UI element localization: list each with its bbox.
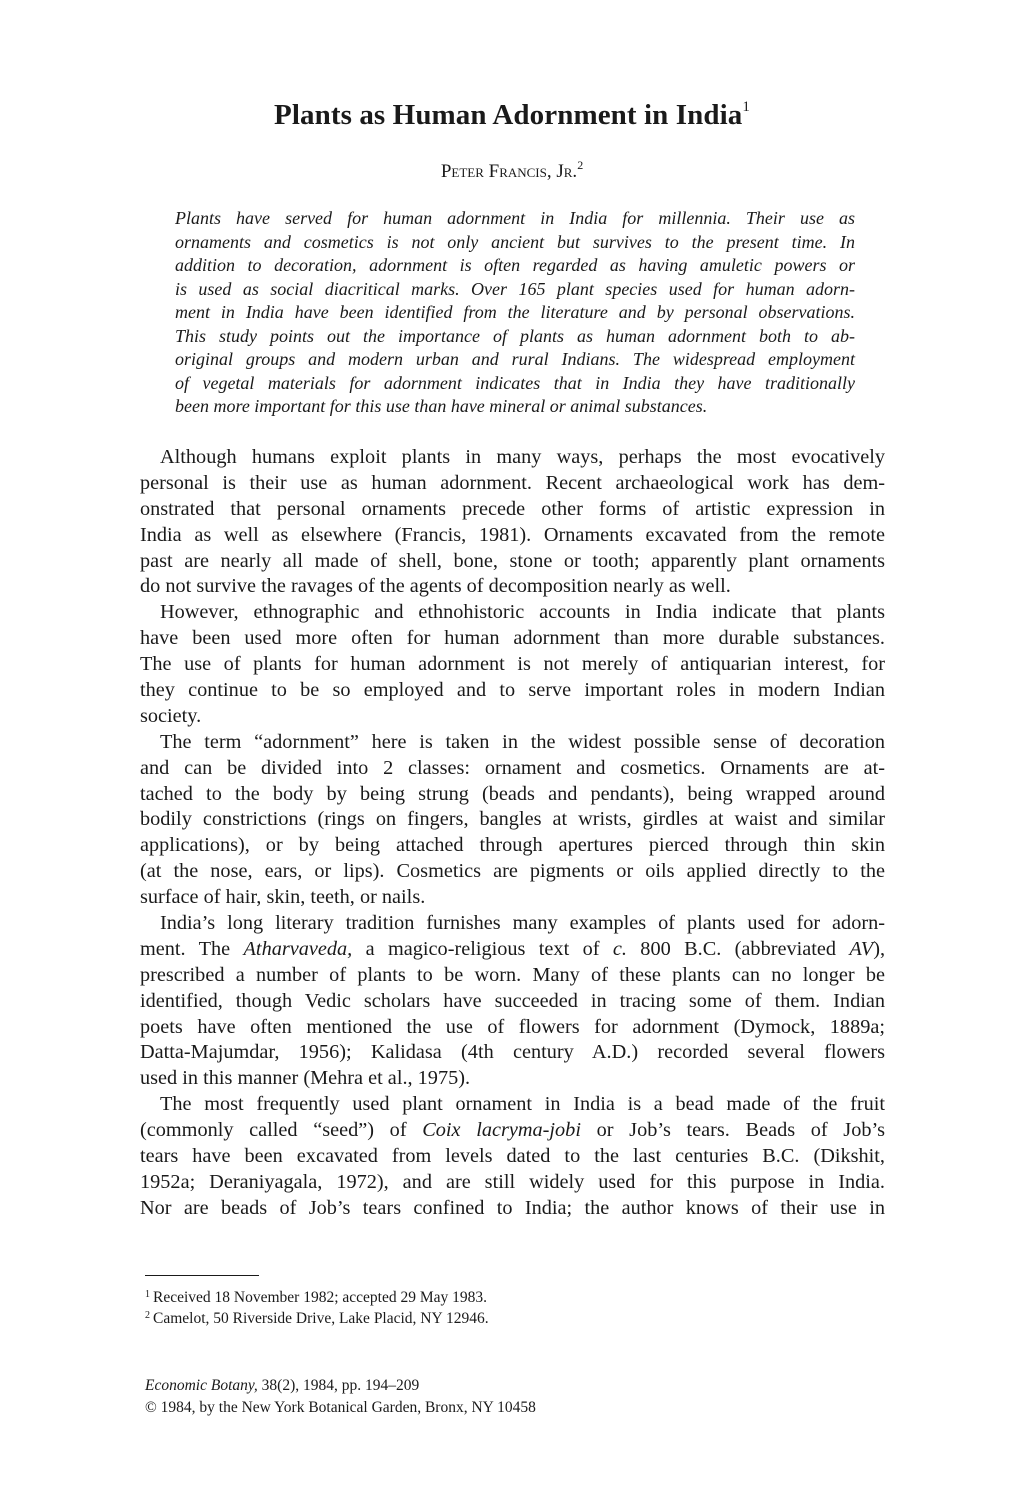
body-line: Nor are beads of Job’s tears confined to India; the author knows of their use in: [140, 1196, 885, 1219]
body-line: However, ethnographic and ethnohistoric accounts in India indicate that plants: [160, 601, 885, 624]
body-text: [140, 445, 885, 1222]
footnote-text: Camelot, 50 Riverside Drive, Lake Placid, NY 12946.: [153, 1310, 489, 1327]
title-footnote-mark: 1: [742, 99, 750, 115]
body-text-span: or Job’s tears. Beads of Job’s: [580, 1119, 886, 1142]
body-line: [140, 1118, 885, 1144]
abstract-line: been more important for this use than have mineral or animal substances.: [175, 396, 708, 416]
body-line: prescribed a number of plants to be worn. Many of these plants can no longer be: [140, 963, 885, 986]
body-line: identified, though Vedic scholars have succeeded in tracing some of them. Indian: [140, 989, 885, 1012]
body-line: and can be divided into 2 classes: ornament and cosmetics. Ornaments are at-: [140, 756, 885, 779]
copyright-line: © 1984, by the New York Botanical Garden, Bronx, NY 10458: [145, 1398, 536, 1416]
body-line: 1952a; Deraniyagala, 1972), and are still widely used for this purpose in India.: [140, 1170, 885, 1193]
body-line: applications), or by being attached through apertures pierced through thin skin: [140, 834, 885, 857]
abstract-line: original groups and modern urban and rural Indians. The widespread employment: [175, 349, 855, 369]
body-line: (at the nose, ears, or lips). Cosmetics are pigments or oils applied directly to the: [140, 860, 885, 883]
paper-title: [0, 98, 1024, 132]
footnote-divider: [145, 1275, 259, 1276]
italic-term: c.: [612, 937, 627, 960]
body-line: India as well as elsewhere (Francis, 1981). Ornaments excavated from the remote: [140, 523, 885, 546]
footnote: [145, 1308, 845, 1329]
abstract-line: is used as social diacritical marks. Over 165 plant species used for human adorn-: [175, 278, 855, 299]
body-line: bodily constrictions (rings on fingers, bangles at wrists, girdles at waist and similar: [140, 808, 885, 831]
body-line: do not survive the ravages of the agents of decomposition nearly as well.: [140, 575, 731, 598]
body-line: society.: [140, 704, 202, 727]
footnote-mark: 1: [145, 1289, 150, 1300]
body-text-span: (commonly called “seed”) of: [140, 1119, 423, 1142]
journal-line: [145, 1375, 845, 1397]
body-line: Although humans exploit plants in many ways, perhaps the most evocatively: [160, 446, 885, 468]
abstract-line: addition to decoration, adornment is often regarded as having amuletic powers or: [175, 255, 855, 275]
body-line: [140, 937, 885, 963]
body-line: tached to the body by being strung (beads and pendants), being wrapped around: [140, 782, 885, 805]
author-name: Peter Francis, Jr.: [440, 161, 578, 182]
footnote-text: Received 18 November 1982; accepted 29 May 1983.: [153, 1289, 488, 1306]
author-line: [0, 160, 1024, 184]
italic-term: Atharvaveda,: [243, 937, 353, 960]
italic-term: Coix lacryma-jobi: [422, 1119, 581, 1142]
footnote-mark: 2: [145, 1310, 150, 1321]
abstract-line: ment in India have been identified from the literature and by personal observations.: [175, 302, 855, 322]
journal-citation: [145, 1375, 845, 1418]
body-line: The use of plants for human adornment is not merely of antiquarian interest, for: [140, 653, 885, 676]
abstract-line: ornaments and cosmetics is not only ancient but survives to the present time. In: [175, 231, 855, 252]
footnote: [145, 1287, 845, 1308]
body-line: The most frequently used plant ornament in India is a bead made of the fruit: [160, 1093, 885, 1116]
body-line: surface of hair, skin, teeth, or nails.: [140, 886, 426, 909]
body-line: personal is their use as human adornment. Recent archaeological work has dem-: [140, 471, 885, 494]
abstract-line: Plants have served for human adornment in India for millennia. Their use as: [175, 208, 855, 228]
title-text: Plants as Human Adornment in India: [274, 99, 743, 131]
body-line: used in this manner (Mehra et al., 1975).: [140, 1067, 471, 1090]
body-line: The term “adornment” here is taken in the widest possible sense of decoration: [160, 730, 885, 753]
body-text-span: 800 B.C. (abbreviated: [626, 937, 850, 960]
author-footnote-mark: 2: [577, 158, 584, 172]
body-line: have been used more often for human adornment than more durable substances.: [140, 627, 885, 650]
body-line: past are nearly all made of shell, bone, stone or tooth; apparently plant ornaments: [140, 549, 885, 572]
body-line: Datta-Majumdar, 1956); Kalidasa (4th century A.D.) recorded several flowers: [140, 1041, 885, 1064]
body-line: tears have been excavated from levels dated to the last centuries B.C. (Dikshit,: [140, 1145, 885, 1168]
abstract: [175, 207, 855, 419]
body-text-span: ),: [873, 937, 886, 960]
journal-name: Economic Botany,: [145, 1377, 258, 1394]
abstract-line: of vegetal materials for adornment indicates that in India they have traditionally: [175, 372, 855, 393]
body-line: they continue to be so employed and to serve important roles in modern Indian: [140, 679, 885, 702]
body-text-span: a magico-religious text of: [352, 937, 613, 960]
body-text-span: ment. The: [140, 937, 244, 960]
abstract-line: This study points out the importance of plants as human adornment both to ab-: [175, 325, 855, 346]
body-line: onstrated that personal ornaments precede other forms of artistic expression in: [140, 497, 885, 520]
footnotes: [145, 1287, 845, 1329]
journal-volume: 38(2), 1984, pp. 194–209: [257, 1377, 420, 1394]
body-line: India’s long literary tradition furnishes many examples of plants used for adorn-: [160, 912, 885, 935]
italic-term: AV: [849, 937, 874, 960]
body-line: poets have often mentioned the use of flowers for adornment (Dymock, 1889a;: [140, 1015, 885, 1038]
